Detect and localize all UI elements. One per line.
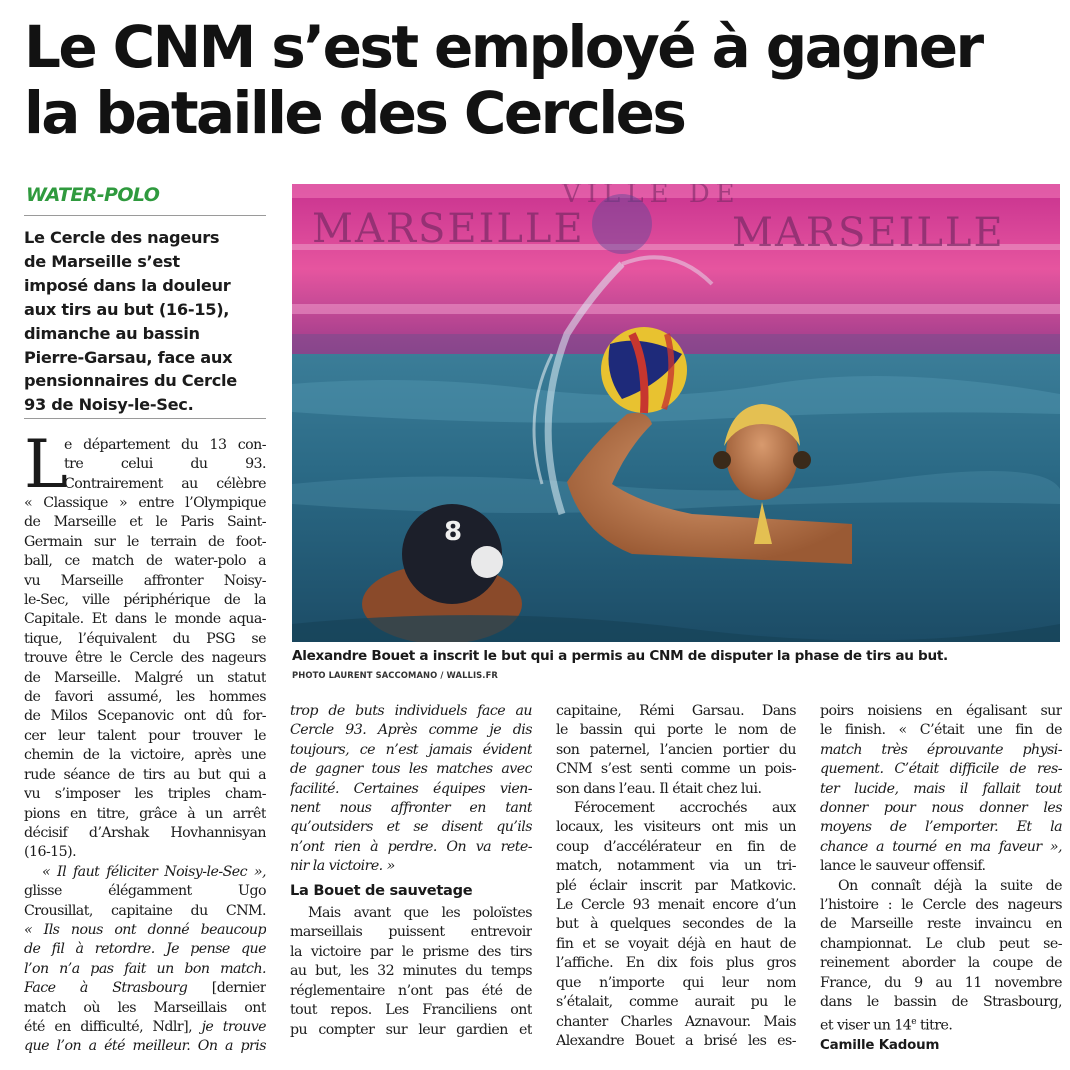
- quote-line: facilité. Certaines équipes vien-: [290, 780, 532, 797]
- body-line: s’étalait, comme aurait pu le: [556, 994, 796, 1011]
- body-line: son paternel, l’ancien portier du: [556, 741, 796, 758]
- headline-line-1: Le CNM s’est employé à gagner: [24, 13, 982, 81]
- article-lead: [24, 226, 268, 417]
- body-line: locaux, les visiteurs ont mis un: [556, 819, 796, 836]
- lead-divider: [24, 418, 266, 419]
- quote-text: « Il faut féliciter Noisy-le-Sec »,: [42, 863, 266, 880]
- lead-line: pensionnaires du Cercle: [24, 371, 237, 391]
- column-2: [290, 702, 532, 1040]
- body-line: [820, 1013, 1062, 1036]
- quote-line: de fil à retordre. Je pense que: [24, 941, 266, 958]
- body-line: chemin de la victoire, après une: [24, 747, 266, 764]
- body-line: Alexandre Bouet a brisé les es-: [556, 1032, 796, 1049]
- body-line: cer leur talent pour trouver le: [24, 727, 266, 744]
- city-crest-icon: [592, 194, 652, 254]
- body-line: match, notamment via un tri-: [556, 858, 796, 875]
- body-text: et viser un 14: [820, 1017, 912, 1034]
- body-line: reinement aborder la coupe de: [820, 955, 1062, 972]
- lead-line: Pierre-Garsau, face aux: [24, 347, 233, 367]
- body-line: Contrairement au célèbre: [64, 475, 266, 492]
- body-line: le finish. « C’était une fin de: [820, 722, 1062, 739]
- lead-line: Le Cercle des nageurs: [24, 228, 220, 247]
- body-line: match où les Marseillais ont: [24, 999, 266, 1016]
- body-line: dans le bassin de Strasbourg,: [820, 994, 1062, 1011]
- body-line: Crousillat, capitaine du CNM.: [24, 902, 266, 919]
- body-line: son dans l’eau. Il était chez lui.: [556, 780, 762, 797]
- quote-line: que l’on a été meilleur. On a pris: [24, 1038, 266, 1055]
- body-text: été en difficulté, Ndlr],: [24, 1018, 193, 1035]
- body-line: [24, 979, 266, 998]
- quote-text: je trouve: [192, 1018, 266, 1035]
- article-photo: [292, 184, 1060, 642]
- body-line: décisif d’Arshak Hovhannisyan: [24, 824, 266, 841]
- headline: [24, 14, 1064, 146]
- quote-line: n’ont rien à perdre. On va rete-: [290, 838, 532, 855]
- body-line: au but, les 32 minutes du temps: [290, 963, 532, 980]
- body-line: lance le sauveur offensif.: [820, 858, 986, 875]
- body-line: (16-15).: [24, 844, 77, 861]
- body-line: le bassin qui porte le nom de: [556, 722, 796, 739]
- body-line: fin et se voyait déjà en haut de: [556, 935, 796, 952]
- headline-line-2: la bataille des Cercles: [24, 79, 685, 147]
- photo-credit: PHOTO LAURENT SACCOMANO / WALLIS.FR: [292, 670, 498, 680]
- body-line: marseillais puissent entrevoir: [290, 924, 532, 941]
- lead-line: 93 de Noisy-le-Sec.: [24, 395, 194, 415]
- body-line: de Marseille. Malgré un statut: [24, 669, 266, 686]
- body-line: trouve être le Cercle des nageurs: [24, 650, 266, 667]
- body-line: le-Sec, ville périphérique de la: [24, 592, 266, 609]
- body-line: vu Marseille affronter Noisy-: [24, 572, 266, 589]
- body-line: e département du 13 con-: [64, 437, 266, 453]
- quote-line: qu’outsiders et se disent qu’ils: [290, 819, 532, 836]
- lead-line: de Marseille s’est: [24, 251, 180, 271]
- quote-line: chance a tourné en ma faveur »,: [820, 838, 1062, 855]
- body-line: championnat. Le club peut se-: [820, 935, 1062, 952]
- body-line: ball, ce match de water-polo a: [24, 553, 266, 570]
- body-line: On connaît déjà la suite de: [838, 877, 1062, 894]
- body-line: de Milos Scepanovic ont dû for-: [24, 708, 266, 725]
- body-line: l’histoire : le Cercle des nageurs: [820, 897, 1062, 914]
- body-line: coup d’accélérateur en fin de: [556, 838, 796, 855]
- quote-line: quement. C’était difficile de res-: [820, 761, 1062, 778]
- quote-line: Cercle 93. Après comme je dis: [290, 722, 532, 739]
- body-line: tre celui du 93.: [64, 456, 266, 473]
- column-1-lead: [64, 436, 266, 494]
- body-line: Le Cercle 93 menait encore d’un: [556, 897, 796, 914]
- banner-text-left: MARSEILLE: [312, 206, 585, 252]
- water-polo-ball-icon: [601, 327, 687, 413]
- body-line: la victoire par le prisme des tirs: [290, 943, 532, 960]
- body-line: tique, l’équivalent du PSG se: [24, 630, 266, 647]
- quote-line: nir la victoire. »: [290, 858, 395, 875]
- body-line: pu compter sur leur gardien et: [290, 1021, 532, 1038]
- body-line: poirs noisiens en égalisant sur: [820, 703, 1062, 719]
- drop-cap: L: [24, 426, 68, 503]
- cap-number: 8: [444, 517, 463, 547]
- quote-line: trop de buts individuels face au: [290, 703, 532, 719]
- body-line: de Marseille et le Paris Saint-: [24, 514, 266, 531]
- quote-text: Face à Strasbourg: [24, 980, 188, 997]
- quote-line: toujours, ce n’est jamais évident: [290, 741, 532, 758]
- body-line: France, du 9 au 11 novembre: [820, 974, 1062, 991]
- body-text: [dernier: [187, 980, 266, 997]
- body-line: CNM s’est senti comme un pois-: [556, 761, 796, 778]
- water-polo-photo: [292, 184, 1060, 642]
- body-line: plé éclair inscrit par Matkovic.: [556, 877, 796, 894]
- lead-line: imposé dans la douleur: [24, 275, 231, 295]
- quote-line: nent nous affronter en tant: [290, 800, 532, 817]
- body-line: vu s’imposer les triples cham-: [24, 786, 266, 803]
- body-line: [24, 863, 266, 882]
- body-text: titre.: [916, 1017, 953, 1034]
- quote-line: moyens de l’emporter. Et la: [820, 819, 1062, 836]
- body-line: l’affiche. En dix fois plus gros: [556, 955, 796, 972]
- lead-line: aux tirs au but (16-15),: [24, 299, 230, 319]
- body-line: [24, 1018, 266, 1037]
- rubric-label: WATER-POLO: [26, 184, 160, 206]
- body-line: Capitale. Et dans le monde aqua-: [24, 611, 266, 628]
- body-line: de Marseille reste invaincu en: [820, 916, 1062, 933]
- lead-line: dimanche au bassin: [24, 323, 200, 343]
- body-line: but à quelques secondes de la: [556, 916, 796, 933]
- banner-text-right: MARSEILLE: [732, 210, 1005, 256]
- quote-line: l’on n’a pas fait un bon match.: [24, 960, 266, 977]
- photo-caption: Alexandre Bouet a inscrit le but qui a permis au CNM de disputer la phase de tirs au but.: [292, 648, 948, 664]
- quote-line: « Ils nous ont donné beaucoup: [24, 921, 266, 938]
- column-3: [556, 702, 796, 1051]
- body-line: capitaine, Rémi Garsau. Dans: [556, 703, 796, 719]
- author-signature: Camille Kadoum: [820, 1037, 940, 1053]
- column-4: [820, 702, 1062, 1055]
- body-line: chanter Charles Aznavour. Mais: [556, 1013, 796, 1030]
- body-line: réglementaire n’ont pas été de: [290, 982, 532, 999]
- body-line: que n’importe qui leur nom: [556, 974, 796, 991]
- body-line: rude séance de tirs au but qui a: [24, 766, 266, 783]
- banner-text-top: VILLE DE: [562, 184, 741, 209]
- body-line: Férocement accrochés aux: [574, 800, 796, 817]
- quote-line: donner pour nous donner les: [820, 800, 1062, 817]
- ordinal-suffix: e: [911, 1016, 917, 1027]
- column-1: [24, 494, 266, 1057]
- body-line: tout repos. Les Franciliens ont: [290, 1002, 532, 1019]
- quote-line: de gagner tous les matches avec: [290, 761, 532, 778]
- body-line: glisse élégamment Ugo: [24, 883, 266, 900]
- rubric-divider: [24, 215, 266, 216]
- body-line: pions en titre, grâce à un arrêt: [24, 805, 266, 822]
- body-line: « Classique » entre l’Olympique: [24, 495, 266, 511]
- body-line: Mais avant que les poloïstes: [308, 905, 532, 922]
- body-line: de favori assumé, les hommes: [24, 689, 266, 706]
- body-line: Germain sur le terrain de foot-: [24, 533, 266, 550]
- quote-line: ter lucide, mais il fallait tout: [820, 780, 1062, 797]
- section-heading: La Bouet de sauvetage: [290, 881, 473, 899]
- quote-line: match très éprouvante physi-: [820, 741, 1062, 758]
